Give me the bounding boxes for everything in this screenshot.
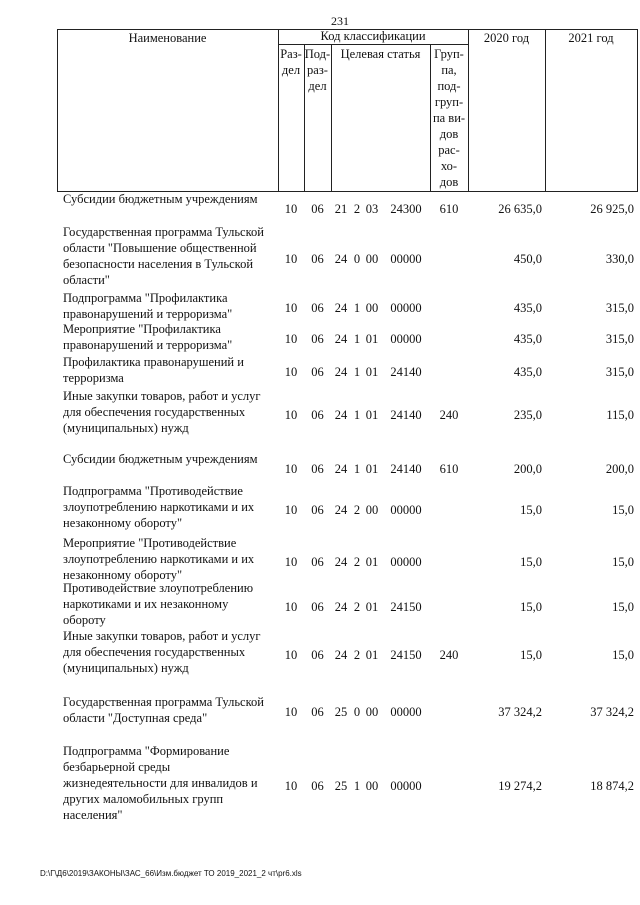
cell-target-direction: 24140 <box>390 408 422 422</box>
cell-target-direction: 00000 <box>390 779 422 793</box>
table-row <box>0 743 640 823</box>
file-path-footer: D:\Г\Д6\2019\ЗАКОНЫ\ЗАС_66\Изм.бюджет ТО 2019_2021_2 чт\pr6.xls <box>40 869 302 878</box>
row-name <box>63 224 276 288</box>
cell-target-event: 00 <box>365 705 379 719</box>
cell-podrazdel: 06 <box>311 779 324 793</box>
cell-podrazdel: 06 <box>311 648 324 662</box>
cell-target-subprogram: 2 <box>353 600 361 614</box>
cell-target-program: 24 <box>334 555 348 569</box>
cell-target-subprogram: 1 <box>353 332 361 346</box>
row-name-line: Подпрограмма "Противодействие <box>63 484 243 498</box>
cell-amount-2020: 450,0 <box>513 252 542 266</box>
row-name <box>63 451 276 467</box>
row-name-line: наркотиками и их незаконному <box>63 597 229 611</box>
cell-target-subprogram: 1 <box>353 301 361 315</box>
cell-amount-2021: 18 874,2 <box>590 779 634 793</box>
row-name-line: безбарьерной среды <box>63 760 171 774</box>
row-name-line: Противодействие злоупотреблению <box>63 581 254 595</box>
cell-target-subprogram: 2 <box>353 555 361 569</box>
table-row <box>0 451 640 476</box>
code-group-underline <box>278 44 468 45</box>
header-border-group <box>468 29 469 191</box>
row-name-line: Подпрограмма "Формирование <box>63 744 230 758</box>
row-name-line: Государственная программа Тульской <box>63 695 264 709</box>
cell-target-subprogram: 2 <box>353 503 361 517</box>
row-name-line: Иные закупки товаров, работ и услуг <box>63 629 261 643</box>
cell-target-event: 01 <box>365 462 379 476</box>
row-name-line: Иные закупки товаров, работ и услуг <box>63 389 261 403</box>
row-name-line: Субсидии бюджетным учреждениям <box>63 452 258 466</box>
cell-expense-group: 240 <box>439 408 459 422</box>
cell-target-event: 00 <box>365 301 379 315</box>
row-name-line: Профилактика правонарушений и <box>63 355 244 369</box>
cell-podrazdel: 06 <box>311 408 324 422</box>
row-name <box>63 321 276 353</box>
cell-target-event: 01 <box>365 555 379 569</box>
table-row <box>0 290 640 322</box>
cell-podrazdel: 06 <box>311 252 324 266</box>
header-target: Целевая статья <box>340 47 421 61</box>
cell-target-subprogram: 2 <box>353 202 361 216</box>
table-row <box>0 354 640 386</box>
cell-target-program: 25 <box>334 705 348 719</box>
cell-podrazdel: 06 <box>311 600 324 614</box>
cell-amount-2020: 200,0 <box>513 462 542 476</box>
cell-razdel: 10 <box>284 600 298 614</box>
table-row <box>0 388 640 436</box>
row-name-line: населения" <box>63 808 123 822</box>
cell-razdel: 10 <box>284 555 298 569</box>
row-name <box>63 191 276 207</box>
row-name <box>63 483 276 531</box>
cell-razdel: 10 <box>284 705 298 719</box>
row-name-line: незаконному обороту" <box>63 516 183 530</box>
cell-target-program: 24 <box>334 600 348 614</box>
cell-amount-2020: 19 274,2 <box>498 779 542 793</box>
table-row <box>0 483 640 531</box>
row-name-line: злоупотреблению наркотиками и их <box>63 500 255 514</box>
table-row <box>0 191 640 216</box>
page-number: 231 <box>331 14 349 28</box>
row-name-line: области" <box>63 273 110 287</box>
cell-podrazdel: 06 <box>311 365 324 379</box>
cell-target-direction: 24150 <box>390 648 422 662</box>
row-name <box>63 354 276 386</box>
row-name-line: правонарушений и терроризма" <box>63 338 233 352</box>
cell-amount-2021: 15,0 <box>612 600 634 614</box>
row-name <box>63 290 276 322</box>
row-name <box>63 743 276 823</box>
cell-razdel: 10 <box>284 779 298 793</box>
cell-amount-2020: 435,0 <box>513 301 542 315</box>
row-name-line: Мероприятие "Профилактика <box>63 322 221 336</box>
cell-podrazdel: 06 <box>311 462 324 476</box>
row-name-line: (муниципальных) нужд <box>63 421 189 435</box>
cell-target-event: 01 <box>365 365 379 379</box>
cell-amount-2021: 15,0 <box>612 503 634 517</box>
cell-amount-2020: 37 324,2 <box>498 705 542 719</box>
cell-amount-2020: 15,0 <box>520 648 542 662</box>
cell-podrazdel: 06 <box>311 301 324 315</box>
cell-amount-2020: 435,0 <box>513 332 542 346</box>
row-name-line: Государственная программа Тульской <box>63 225 264 239</box>
cell-podrazdel: 06 <box>311 555 324 569</box>
cell-target-subprogram: 1 <box>353 408 361 422</box>
header-year-2021: 2021 год <box>568 31 614 45</box>
row-name-line: области "Повышение общественной <box>63 241 257 255</box>
cell-target-event: 00 <box>365 252 379 266</box>
cell-target-program: 24 <box>334 252 348 266</box>
cell-amount-2021: 37 324,2 <box>590 705 634 719</box>
cell-target-event: 01 <box>365 332 379 346</box>
header-podrazdel: Под- раз- дел <box>304 47 331 93</box>
cell-target-subprogram: 1 <box>353 365 361 379</box>
row-name-line: для обеспечения государственных <box>63 645 246 659</box>
cell-amount-2020: 15,0 <box>520 600 542 614</box>
header-border-podrazdel <box>331 44 332 191</box>
cell-target-event: 01 <box>365 648 379 662</box>
row-name-line: для обеспечения государственных <box>63 405 246 419</box>
cell-target-direction: 24140 <box>390 365 422 379</box>
cell-razdel: 10 <box>284 202 298 216</box>
table-row <box>0 580 640 628</box>
cell-amount-2020: 15,0 <box>520 555 542 569</box>
row-name-line: злоупотреблению наркотиками и их <box>63 552 255 566</box>
cell-razdel: 10 <box>284 408 298 422</box>
cell-target-direction: 00000 <box>390 555 422 569</box>
cell-target-subprogram: 0 <box>353 252 361 266</box>
cell-target-program: 25 <box>334 779 348 793</box>
cell-target-event: 03 <box>365 202 379 216</box>
cell-amount-2020: 435,0 <box>513 365 542 379</box>
header-border-right <box>637 29 638 191</box>
cell-target-event: 00 <box>365 779 379 793</box>
cell-amount-2021: 15,0 <box>612 648 634 662</box>
table-row <box>0 628 640 676</box>
cell-target-event: 01 <box>365 408 379 422</box>
header-razdel: Раз- дел <box>280 47 302 77</box>
row-name-line: терроризма <box>63 371 124 385</box>
row-name-line: жизнедеятельности для инвалидов и <box>63 776 258 790</box>
cell-target-program: 21 <box>334 202 348 216</box>
cell-target-program: 24 <box>334 365 348 379</box>
cell-podrazdel: 06 <box>311 503 324 517</box>
cell-target-program: 24 <box>334 648 348 662</box>
cell-target-subprogram: 0 <box>353 705 361 719</box>
cell-expense-group: 610 <box>439 462 459 476</box>
cell-target-program: 24 <box>334 462 348 476</box>
row-name-line: Подпрограмма "Профилактика <box>63 291 228 305</box>
cell-target-event: 01 <box>365 600 379 614</box>
row-name-line: безопасности населения в Тульской <box>63 257 254 271</box>
row-name-line: Субсидии бюджетным учреждениям <box>63 192 258 206</box>
row-name-line: Мероприятие "Противодействие <box>63 536 237 550</box>
cell-razdel: 10 <box>284 503 298 517</box>
cell-target-direction: 00000 <box>390 332 422 346</box>
cell-target-direction: 00000 <box>390 252 422 266</box>
table-row <box>0 321 640 353</box>
cell-target-direction: 24140 <box>390 462 422 476</box>
row-name-line: области "Доступная среда" <box>63 711 208 725</box>
table-row <box>0 694 640 726</box>
cell-amount-2021: 200,0 <box>605 462 634 476</box>
cell-target-direction: 00000 <box>390 503 422 517</box>
header-border-year1 <box>545 29 546 191</box>
cell-razdel: 10 <box>284 252 298 266</box>
cell-target-event: 00 <box>365 503 379 517</box>
cell-amount-2020: 15,0 <box>520 503 542 517</box>
row-name <box>63 535 276 583</box>
row-name <box>63 694 276 726</box>
row-name <box>63 628 276 676</box>
cell-podrazdel: 06 <box>311 705 324 719</box>
cell-razdel: 10 <box>284 301 298 315</box>
cell-amount-2021: 330,0 <box>605 252 634 266</box>
cell-target-direction: 00000 <box>390 301 422 315</box>
header-name: Наименование <box>128 31 207 45</box>
cell-expense-group: 240 <box>439 648 459 662</box>
row-name-line: обороту <box>63 613 106 627</box>
cell-target-program: 24 <box>334 503 348 517</box>
cell-razdel: 10 <box>284 462 298 476</box>
table-row <box>0 224 640 288</box>
cell-target-subprogram: 1 <box>353 779 361 793</box>
header-border-left <box>57 29 58 191</box>
cell-target-direction: 24150 <box>390 600 422 614</box>
row-name-line: незаконному обороту" <box>63 568 183 582</box>
cell-target-program: 24 <box>334 332 348 346</box>
cell-razdel: 10 <box>284 648 298 662</box>
cell-expense-group: 610 <box>439 202 459 216</box>
header-year-2020: 2020 год <box>483 31 530 45</box>
cell-amount-2021: 115,0 <box>606 408 634 422</box>
cell-target-subprogram: 1 <box>353 462 361 476</box>
cell-target-direction: 24300 <box>390 202 422 216</box>
cell-razdel: 10 <box>284 365 298 379</box>
cell-amount-2021: 315,0 <box>605 301 634 315</box>
row-name <box>63 388 276 436</box>
cell-podrazdel: 06 <box>311 202 324 216</box>
header-code-group: Код классификации <box>320 29 426 43</box>
cell-amount-2021: 26 925,0 <box>590 202 634 216</box>
row-name-line: других маломобильных групп <box>63 792 224 806</box>
cell-target-program: 24 <box>334 301 348 315</box>
row-name <box>63 580 276 628</box>
cell-amount-2021: 315,0 <box>605 365 634 379</box>
row-name-line: правонарушений и терроризма" <box>63 307 233 321</box>
cell-podrazdel: 06 <box>311 332 324 346</box>
cell-amount-2020: 235,0 <box>513 408 542 422</box>
cell-amount-2020: 26 635,0 <box>498 202 542 216</box>
cell-amount-2021: 15,0 <box>612 555 634 569</box>
cell-razdel: 10 <box>284 332 298 346</box>
cell-target-program: 24 <box>334 408 348 422</box>
header-group: Груп- па, под- груп- па ви- дов рас- хо- дов <box>432 47 466 189</box>
table-row <box>0 535 640 583</box>
row-name-line: (муниципальных) нужд <box>63 661 189 675</box>
cell-target-direction: 00000 <box>390 705 422 719</box>
cell-amount-2021: 315,0 <box>605 332 634 346</box>
cell-target-subprogram: 2 <box>353 648 361 662</box>
